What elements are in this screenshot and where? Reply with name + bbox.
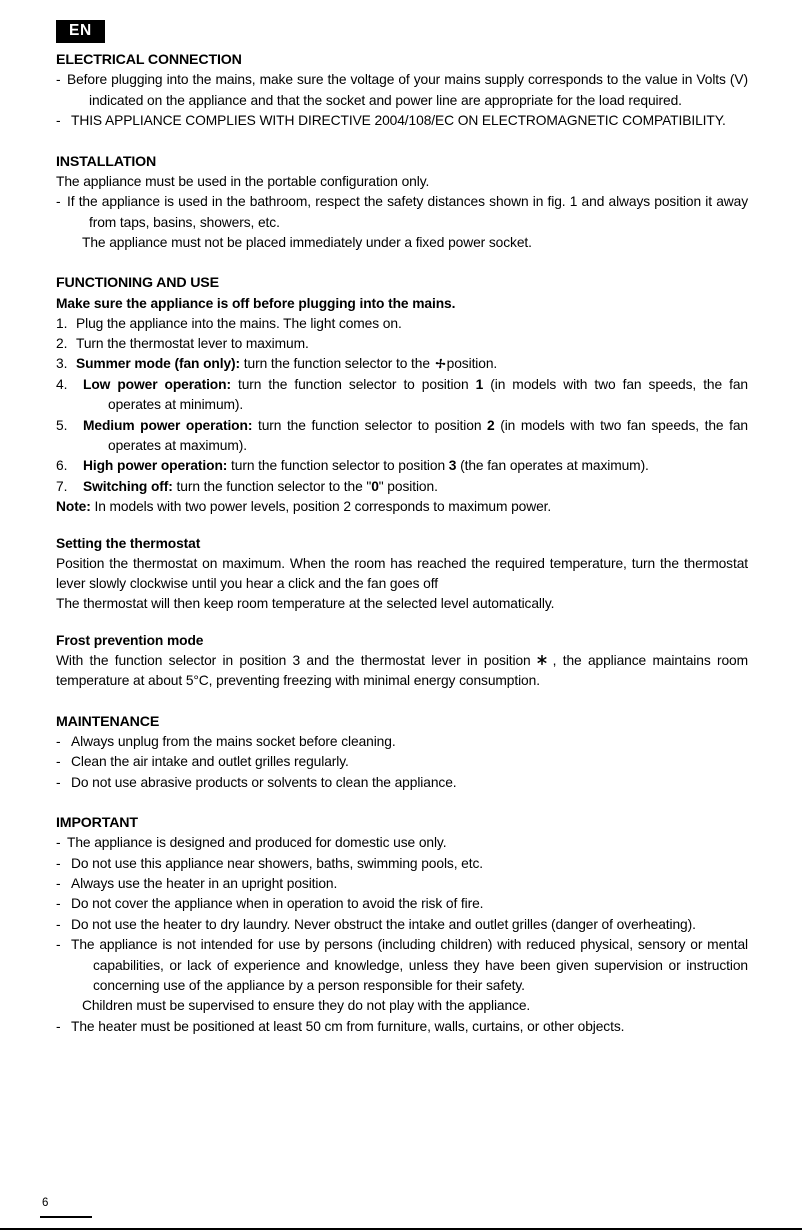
list-item <box>56 732 748 752</box>
spacer <box>56 518 748 534</box>
list-item-text: The heater must be positioned at least 50 cm from furniture, walls, curtains, or other objects. <box>71 1018 625 1034</box>
list-marker: - <box>56 72 61 88</box>
important-children-note: Children must be supervised to ensure they do not play with the appliance. <box>82 998 531 1014</box>
list-item <box>56 833 748 853</box>
list-item <box>56 416 748 457</box>
snowflake-icon <box>535 653 549 667</box>
position-value: 2 <box>487 417 495 433</box>
list-marker: - <box>56 113 61 129</box>
spacer <box>56 615 748 631</box>
note-label: Note: <box>56 499 91 515</box>
fan-icon <box>434 357 447 370</box>
list-item <box>56 915 748 935</box>
list-item <box>56 354 748 374</box>
list-item-label: Summer mode (fan only): <box>76 356 241 372</box>
position-value: 0 <box>371 478 379 494</box>
page-number: 6 <box>42 1196 49 1209</box>
list-item-text: Do not cover the appliance when in operation to avoid the risk of fire. <box>71 896 484 912</box>
list-item-text <box>83 416 748 457</box>
list-item-text: If the appliance is used in the bathroom, respect the safety distances shown in fig. 1 and always position it away from taps, basins, showers, etc. <box>67 194 748 230</box>
list-item-text: Always use the heater in an upright position. <box>71 876 338 892</box>
list-marker: 2. <box>56 335 68 351</box>
position-value: 3 <box>448 458 457 474</box>
list-marker: - <box>56 916 61 932</box>
list-item-text-b: " position. <box>378 478 438 494</box>
page-content <box>56 20 748 1037</box>
list-marker: - <box>56 774 61 790</box>
frost-paragraph <box>56 651 748 692</box>
list-item-text-a: turn the function selector to position <box>230 376 476 392</box>
spacer <box>56 692 748 712</box>
list-marker: - <box>56 733 61 749</box>
list-item <box>56 334 748 354</box>
list-marker: 7. <box>56 478 68 494</box>
list-item-label: Medium power operation: <box>83 417 253 433</box>
list-item-text: Before plugging into the mains, make sure the voltage of your mains supply corresponds to the value in Volts (V) indicated on the appliance and that the socket and power line are appropriate for the load required. <box>67 72 748 108</box>
list-item <box>56 192 748 233</box>
list-item-text <box>83 477 748 497</box>
position-value: 1 <box>475 376 484 392</box>
list-marker: - <box>56 1018 61 1034</box>
list-marker: - <box>56 937 61 953</box>
spacer <box>56 793 748 813</box>
frost-text-before-icon: With the function selector in position 3 and the thermostat lever in position <box>56 652 531 668</box>
section-heading-important: IMPORTANT <box>56 815 138 832</box>
list-item-text-a: turn the function selector to position <box>252 417 488 433</box>
functioning-warning: Make sure the appliance is off before plugging into the mains. <box>56 295 456 311</box>
language-badge: EN <box>56 20 105 43</box>
list-item <box>56 752 748 772</box>
section-heading-setting-the-thermostat: Setting the thermostat <box>56 535 201 551</box>
section-heading-installation: INSTALLATION <box>56 153 157 170</box>
list-marker: - <box>56 896 61 912</box>
section-heading-functioning-and-use: FUNCTIONING AND USE <box>56 275 219 292</box>
list-item <box>56 1017 748 1037</box>
list-item-text: Always unplug from the mains socket before cleaning. <box>71 733 396 749</box>
functioning-note <box>56 497 748 517</box>
list-item <box>56 456 748 476</box>
list-item-text-before-icon: turn the function selector to the <box>240 356 434 372</box>
section-heading-maintenance: MAINTENANCE <box>56 713 160 730</box>
list-item-text: THIS APPLIANCE COMPLIES WITH DIRECTIVE 2004/108/EC ON ELECTROMAGNETIC COMPATIBILITY. <box>71 113 726 129</box>
list-item-label: Switching off: <box>83 478 173 494</box>
list-item-text: Clean the air intake and outlet grilles regularly. <box>71 754 349 770</box>
list-marker: 1. <box>56 315 68 331</box>
list-item-text: Do not use abrasive products or solvents to clean the appliance. <box>71 774 457 790</box>
section-heading-frost-prevention-mode: Frost prevention mode <box>56 632 204 648</box>
footer-rule <box>40 1216 92 1219</box>
list-item-text-b: (in models with two fan speeds, the fan operates at minimum). <box>108 376 749 413</box>
list-item <box>56 477 748 497</box>
spacer <box>56 253 748 273</box>
list-item-text: The appliance is designed and produced for domestic use only. <box>67 835 447 851</box>
list-item <box>56 111 748 131</box>
list-marker: 5. <box>56 417 68 433</box>
list-item <box>56 874 748 894</box>
frost-text-after-icon: , the appliance maintains room temperature at about 5°C, preventing freezing with minimal energy consumption. <box>56 652 748 689</box>
list-item-text: The appliance is not intended for use by persons (including children) with reduced physical, sensory or mental capabilities, or lack of experience and knowledge, unless they have been given supervision or instruction concerning use of the appliance by a person responsible for their safety. <box>71 937 748 994</box>
list-marker: - <box>56 835 61 851</box>
list-item-text <box>76 354 748 374</box>
list-marker: 4. <box>56 376 68 392</box>
list-item-text: Do not use this appliance near showers, baths, swimming pools, etc. <box>71 855 484 871</box>
list-item <box>56 854 748 874</box>
list-item-label: High power operation: <box>83 458 228 474</box>
section-heading-electrical-connection: ELECTRICAL CONNECTION <box>56 52 242 69</box>
spacer <box>56 132 748 152</box>
list-item <box>56 894 748 914</box>
thermostat-paragraph: Position the thermostat on maximum. When the room has reached the required temperature, turn the thermostat lever slowly clockwise until you hear a click and the fan goes off <box>56 555 748 592</box>
list-item-text-a: turn the function selector to the " <box>172 478 372 494</box>
thermostat-paragraph-2: The thermostat will then keep room temperature at the selected level automatically. <box>56 596 555 612</box>
list-item-text-a: turn the function selector to position <box>227 458 449 474</box>
list-item <box>56 773 748 793</box>
installation-extra-note: The appliance must not be placed immediately under a fixed power socket. <box>82 235 532 251</box>
list-marker: - <box>56 876 61 892</box>
list-item-text: Do not use the heater to dry laundry. Never obstruct the intake and outlet grilles (danger of overheating). <box>71 916 696 932</box>
list-item-text <box>83 456 748 476</box>
list-marker: - <box>56 855 61 871</box>
list-marker: - <box>56 754 61 770</box>
installation-intro: The appliance must be used in the portable configuration only. <box>56 173 430 189</box>
list-item <box>56 935 748 996</box>
list-item <box>56 375 748 416</box>
list-item-text-after-icon: position. <box>446 356 498 372</box>
list-marker: - <box>56 194 61 210</box>
list-marker: 3. <box>56 356 68 372</box>
list-item-text: Plug the appliance into the mains. The light comes on. <box>76 315 402 331</box>
list-item-label: Low power operation: <box>83 376 231 392</box>
list-item-text-b: (in models with two fan speeds, the fan operates at maximum). <box>108 417 749 454</box>
list-item <box>56 70 748 111</box>
page-footer <box>40 1197 762 1218</box>
list-item-text <box>83 375 748 416</box>
list-item-text-b: (the fan operates at maximum). <box>456 458 649 474</box>
list-item-text: Turn the thermostat lever to maximum. <box>76 335 309 351</box>
list-marker: 6. <box>56 458 68 474</box>
note-text: In models with two power levels, position 2 corresponds to maximum power. <box>90 499 552 515</box>
list-item <box>56 314 748 334</box>
